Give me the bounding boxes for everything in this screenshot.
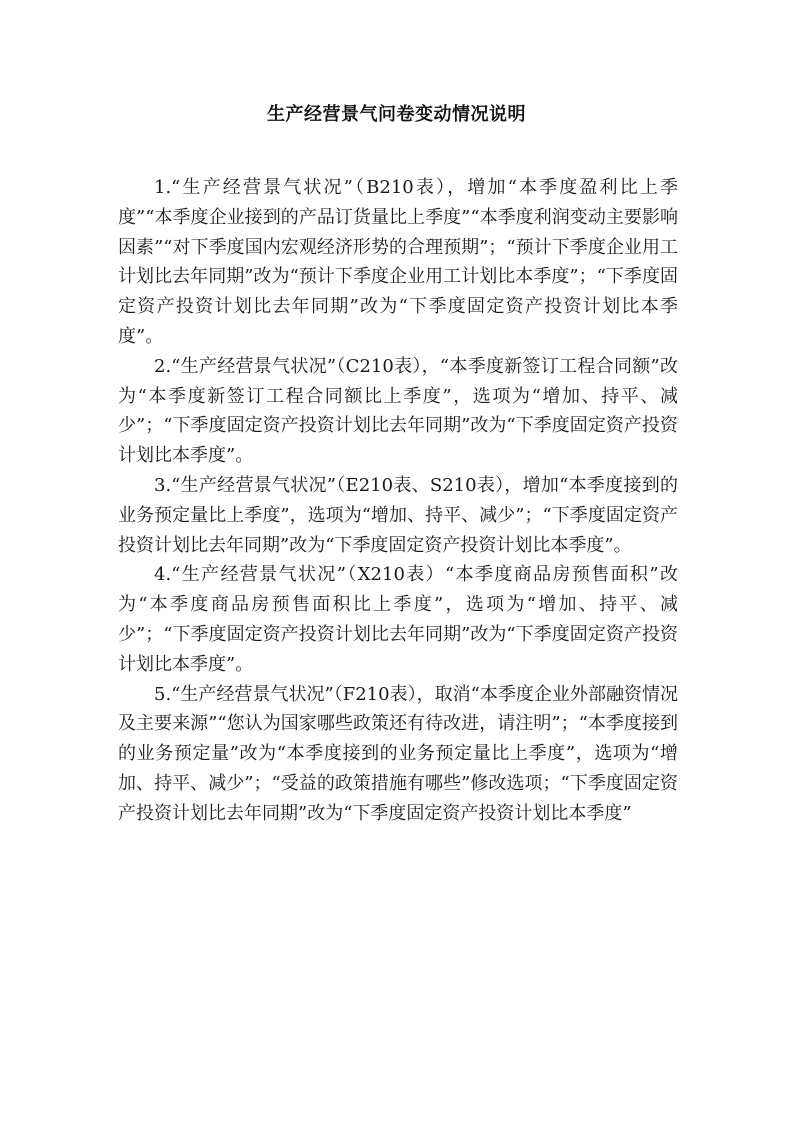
paragraph-5: 5.“生产经营景气状况”（F210表），取消“本季度企业外部融资情况及主要来源”“您认为国家哪些政策还有待改进，请注明”；“本季度接到的业务预定量”改为“本季度接到的业务预定量比上季度”，选项为“增加、持平、减少”；“受益的政策措施有哪些”修改选项；“下季度固定资产投资计划比去年同期”改为“下季度固定资产投资计划比本季度” — [118, 683, 678, 824]
paragraph-1: 1.“生产经营景气状况”（B210表），增加“本季度盈利比上季度”“本季度企业接到的产品订货量比上季度”“本季度利润变动主要影响因素”“对下季度国内宏观经济形势的合理预期”；“预计下季度企业用工计划比去年同期”改为“预计下季度企业用工计划比本季度”；“下季度固定资产投资计划比去年同期”改为“下季度固定资产投资计划比本季度”。 — [118, 177, 678, 347]
paragraph-2: 2.“生产经营景气状况”（C210表），“本季度新签订工程合同额”改为“本季度新签订工程合同额比上季度”，选项为“增加、持平、减少”；“下季度固定资产投资计划比去年同期”改为“下季度固定资产投资计划比本季度”。 — [118, 355, 678, 467]
document-title: 生产经营景气问卷变动情况说明 — [267, 104, 526, 125]
document-body — [118, 173, 678, 829]
paragraph-4: 4.“生产经营景气状况”（X210表）“本季度商品房预售面积”改为“本季度商品房预售面积比上季度”，选项为“增加、持平、减少”；“下季度固定资产投资计划比去年同期”改为“下季度固定资产投资计划比本季度”。 — [118, 564, 678, 675]
paragraph-3: 3.“生产经营景气状况”（E210表、S210表），增加“本季度接到的业务预定量比上季度”，选项为“增加、持平、减少”；“下季度固定资产投资计划比去年同期”改为“下季度固定资产投资计划比本季度”。 — [118, 474, 678, 556]
